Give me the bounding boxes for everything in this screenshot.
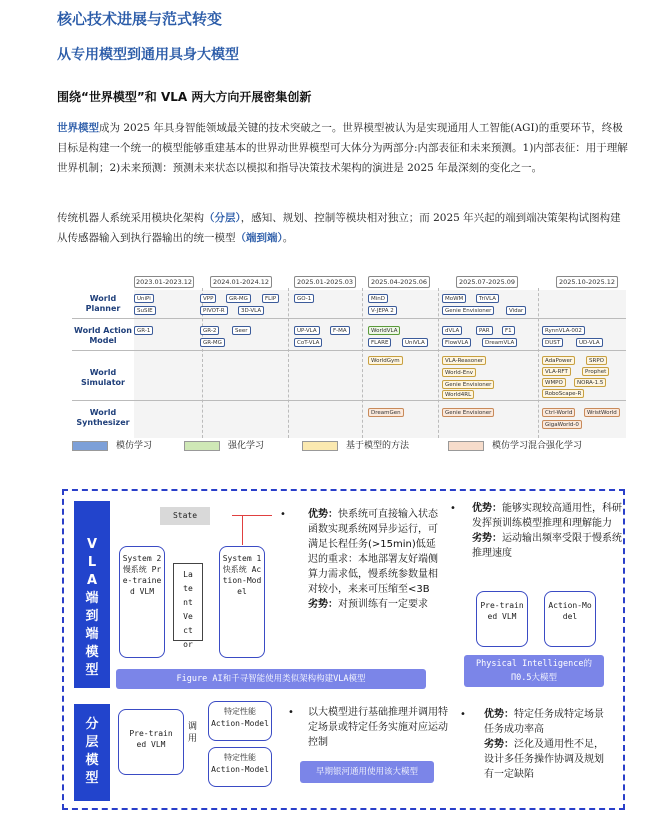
model-tag: GigaWorld-0: [542, 420, 582, 429]
highlight-end-to-end: （端到端）: [235, 232, 283, 244]
topic-heading: 围绕“世界模型”和 VLA 两大方向开展密集创新: [57, 90, 312, 104]
model-tag: Prophet: [582, 367, 609, 376]
bullet: •: [280, 509, 286, 520]
model-tag: Ctrl-World: [542, 408, 575, 417]
bullet: •: [460, 709, 466, 720]
model-tag: Vidar: [506, 306, 526, 315]
specific-action-box-2: 特定性能 Action-Model: [208, 747, 272, 787]
phase-2023: 2023.01-2023.12: [135, 278, 193, 286]
text: 能够实现较高通用性，科研发挥预训练模型推理和理解能力: [472, 503, 622, 529]
legend-swatch: [448, 441, 484, 451]
model-tag: UniPi: [134, 294, 154, 303]
figure-legend: [72, 440, 632, 456]
model-tag: DUST: [542, 338, 563, 347]
model-tag: MinD: [368, 294, 388, 303]
legend-label: 模仿学习混合强化学习: [492, 441, 583, 451]
highlight-layered: （分层）: [204, 212, 241, 224]
model-tag: World4RL: [442, 390, 474, 399]
model-tag: F1: [502, 326, 515, 335]
model-tag: Genie Envisioner: [442, 408, 494, 417]
phase-2025q1: 2025.01-2025.03: [294, 276, 356, 288]
legend-label: 强化学习: [228, 441, 265, 451]
world-model-timeline-figure: [72, 276, 632, 458]
row-label-simulator: World Simulator: [81, 368, 125, 387]
paragraph-text: 成为 2025 年具身智能领域最关键的技术突破之一。世界模型被认为是实现通用人工智能(AGI)的重要环节，终极目标是构建一个统一的模型能够重建基本的世界动世界模型可大体分为两部分:内部表征和未来预测。1)内部表征：用于理解世界机制；2)未来预测：预测未来状态以模拟和指导决策技术架构的演进是 2025 年最深刻的变化之一。: [57, 122, 628, 174]
model-tag: Genie Envisioner: [442, 306, 494, 315]
model-tag: CoT-VLA: [294, 338, 322, 347]
legend-item: [448, 440, 582, 452]
model-tag: MoWM: [442, 294, 466, 303]
hier-description: 以大模型进行基础推理并调用特定场景或特定任务实施对应运动控制: [308, 707, 448, 748]
section-title: 核心技术进展与范式转变: [57, 10, 223, 28]
model-tag: GR-2: [200, 326, 219, 335]
model-tag: WorldGym: [368, 356, 403, 365]
phase-2025q2: 2025.04-2025.06: [368, 276, 430, 288]
legend-label: 模仿学习: [116, 441, 153, 451]
highlight-world-model: 世界模型: [57, 122, 99, 134]
hier-vlm-box: Pre-trained VLM: [118, 709, 184, 775]
paragraph-architecture: [57, 208, 629, 248]
legend-swatch: [302, 441, 338, 451]
text: 对预训练有一定要求: [338, 599, 428, 610]
state-arrow: [232, 515, 272, 516]
model-tag: DreamGen: [368, 408, 404, 417]
phase-2025q4: 2025.10-2025.12: [556, 276, 618, 288]
galbot-banner: 早期银河通用使用该大模型: [300, 761, 434, 783]
label: 劣势：: [472, 533, 502, 544]
model-tag: WristWorld: [584, 408, 620, 417]
model-tag: V-JEPA 2: [368, 306, 397, 315]
system2-box: System 2 慢系统 Pre-trained VLM: [119, 546, 165, 658]
label: 优势：: [472, 503, 502, 514]
model-tag: Seer: [232, 326, 251, 335]
vla-side-label: VLA端到端模型: [74, 501, 110, 688]
label: 优势：: [484, 709, 514, 720]
model-tag: SuSIE: [134, 306, 156, 315]
model-tag: TriVLA: [476, 294, 499, 303]
model-tag: FLIP: [262, 294, 279, 303]
specific-action-box-1: 特定性能 Action-Model: [208, 701, 272, 741]
paragraph-text: 。: [282, 232, 294, 244]
paragraph-text: 传统机器人系统采用模块化架构: [57, 212, 204, 224]
model-tag: VPP: [200, 294, 216, 303]
state-box: State: [160, 507, 210, 525]
divider: [288, 288, 289, 438]
model-tag: RoboScape-R: [542, 389, 584, 398]
model-tag: FlowVLA: [442, 338, 471, 347]
text: 运动输出频率受限于慢系统推理速度: [472, 533, 622, 559]
model-tag: PAR: [476, 326, 493, 335]
model-tag: GR-MG: [226, 294, 251, 303]
text: 快系统可直接输入状态函数实现系统网异步运行，可满足长程任务(>15min)低延迟的重求：本地部署友好端侧算力需求低，慢系统参数量相对较小，来来可压缩至<3B: [308, 509, 438, 595]
legend-swatch: [184, 441, 220, 451]
pi-action-box: Action-Model: [544, 591, 596, 647]
legend-item: [302, 440, 409, 452]
legend-label: 基于模型的方法: [346, 441, 410, 451]
model-tag: WorldVLA: [368, 326, 400, 335]
model-tag: UP-VLA: [294, 326, 320, 335]
model-tag: GO-1: [294, 294, 314, 303]
model-tag: GR-1: [134, 326, 153, 335]
model-tag: VLA-Reasoner: [442, 356, 486, 365]
row-label-action: World Action Model: [74, 326, 132, 345]
model-tag: GR-MG: [200, 338, 225, 347]
model-tag: WMPO: [542, 378, 566, 387]
bullet: •: [288, 707, 294, 718]
model-tag: Genie Envisioner: [442, 380, 494, 389]
model-tag: World-Env: [442, 368, 476, 377]
pi-pros-cons: [472, 501, 622, 561]
subsection-title: 从专用模型到通用具身大模型: [57, 47, 239, 63]
model-tag: FLARE: [368, 338, 391, 347]
model-tag: RynnVLA-002: [542, 326, 585, 335]
pi-banner: Physical Intelligence的 Π0.5大模型: [464, 655, 604, 687]
latent-vector-box: Latent Vector: [173, 563, 203, 641]
model-tag: dVLA: [442, 326, 462, 335]
legend-swatch: [72, 441, 108, 451]
divider: [362, 288, 363, 438]
row-divider: [72, 350, 626, 351]
label: 优势：: [308, 509, 338, 520]
model-tag: PIVOT-R: [200, 306, 228, 315]
hier-pros-cons: [484, 707, 612, 782]
model-tag: F-MA: [330, 326, 350, 335]
model-tag: NORA-1.5: [574, 378, 606, 387]
bullet: •: [450, 503, 456, 514]
pi-pretrained-box: Pre-trained VLM: [476, 591, 528, 647]
row-divider: [72, 318, 626, 319]
divider: [438, 288, 439, 438]
legend-item: [72, 440, 152, 452]
state-arrow: [242, 515, 243, 545]
model-tag: VLA-RFT: [542, 367, 571, 376]
model-tag: AdaPower: [542, 356, 575, 365]
row-label-synthesizer: World Synthesizer: [76, 408, 130, 427]
system1-box: System 1 快系统 Action-Model: [219, 546, 265, 658]
phase-2024: 2024.01-2024.12: [210, 276, 272, 288]
text: 泛化及通用性不足，设计多任务操作协调及规划有一定缺陷: [484, 739, 604, 780]
divider: [538, 288, 539, 438]
model-tag: 3D-VLA: [238, 306, 264, 315]
label: 劣势：: [484, 739, 514, 750]
label: 劣势：: [308, 599, 338, 610]
phase-2025q3: 2025.07-2025.09: [456, 276, 518, 288]
model-tag: UniVLA: [402, 338, 428, 347]
legend-item: [184, 440, 264, 452]
model-tag: DreamVLA: [482, 338, 517, 347]
paragraph-world-model: [57, 118, 629, 178]
paragraph-text: ，感知、规划、控制等模块相对独立；而 2025 年兴起的端到端决策架构试图构建从传感器输入到执行器输出的统一模型: [57, 212, 621, 244]
figure-ai-banner: Figure AI和千寻智能使用类似架构构建VLA模型: [116, 669, 426, 689]
hierarchical-side-label: 分层模型: [74, 704, 110, 801]
vla-pros-cons: [308, 507, 440, 657]
architecture-comparison: [62, 489, 625, 810]
model-tag: UD-VLA: [576, 338, 603, 347]
call-label: 调用: [188, 722, 198, 744]
text: 特定任务成特定场景任务成功率高: [484, 709, 604, 735]
model-tag: SRPO: [586, 356, 607, 365]
row-label-planner: World Planner: [85, 294, 121, 313]
row-divider: [72, 400, 626, 401]
